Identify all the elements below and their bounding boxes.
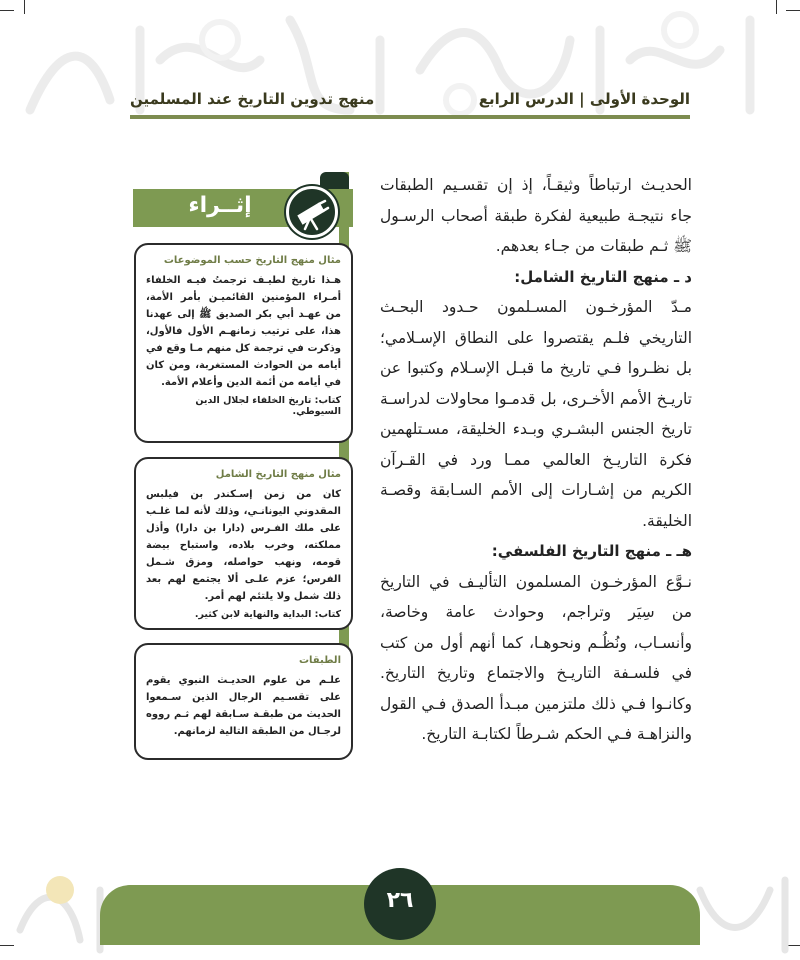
card-body: علـم من علوم الحديـث النبوي يقوم على تقسـيم الرجال الذين سـمعوا الحديث من طبقـة سـابقة لهم ثـم رووه لرجـال من الطبقة التالية لزمانهم. xyxy=(146,675,341,737)
crop-mark xyxy=(776,0,777,14)
card-body: كان من زمن إسـكندر بن فيلبس المقدوني اليونانـي، وذلك لأنه لما غلـب على ملك الفـرس (دارا بن دارا) وأذل مملكته، وخرب بلاده، واستباح بيضة قومه، ونهب حواصله، ومزق شـمل الفرس؛ عزم علـى ألا يجتمع لهم بعد ذلك شمل ولا يلتئم لهم أمر. xyxy=(146,489,341,602)
crop-mark xyxy=(0,10,14,11)
heading-comprehensive-method: د ـ منهج التاريخ الشامل: xyxy=(514,267,692,286)
card-title: مثال منهج التاريخ حسب الموضوعات xyxy=(163,255,341,266)
header-rule xyxy=(130,115,690,119)
card-title: الطبقات xyxy=(298,655,341,666)
paragraph-classes: الحديـث ارتباطاً وثيقـاً، إذ إن تقسـيم الطبقات جاء نتيجـة طبيعية لفكرة طبقة أصحاب الرسـول ﷺ ثـم طبقات من جـاء بعدهم. xyxy=(380,176,692,255)
crop-mark xyxy=(24,0,25,14)
sidebar-card-topics-example xyxy=(134,243,353,443)
sidebar-card-comprehensive-example xyxy=(134,457,353,630)
heading-philosophical-method: هـ ـ منهج التاريخ الفلسفي: xyxy=(491,542,692,560)
page-number: ٢٦ xyxy=(386,888,414,913)
enrichment-badge xyxy=(286,186,338,238)
running-header xyxy=(130,88,690,114)
card-body: هـذا تاريخ لطيـف ترجمتُ فيـه الخلفاء أمـراء المؤمنين القائميـن بأمر الأمة، من عهـد أبي بكر الصديق ﷺ إلى عهدنا هذا، على ترتيب زمانهـم الأول فالأول، وذكرت في ترجمة كل منهم مـا وقع في أيامه من الحوادث المستغربة، ومن كان في أيامه من أئمة الدين وأعلام الأمة. xyxy=(146,275,341,388)
main-text-column xyxy=(380,170,692,750)
lesson-title: منهج تدوين التاريخ عند المسلمين xyxy=(130,90,375,108)
crop-mark xyxy=(786,10,800,11)
card-title: مثال منهج التاريخ الشامل xyxy=(215,469,341,480)
enrichment-label: إثــراء xyxy=(188,193,252,218)
unit-lesson-label: الوحدة الأولى | الدرس الرابع xyxy=(478,90,690,108)
card-source: كتاب: تاريخ الخلفاء لجلال الدين السيوطي. xyxy=(195,395,341,417)
sidebar-card-classes xyxy=(134,643,353,760)
telescope-icon xyxy=(289,189,335,235)
paragraph-philosophical-method: نـوَّع المؤرخـون المسلمون التأليـف في التاريخ من سِيَر وتراجم، وحوادث عامة وخاصة، وأنسـاب، ونُظُـم ونحوهـا، كما أنهم أول من كتب في فلسـفة التاريـخ والاجتماع وتاريخ التاريخ. وكانـوا فـي ذلك ملتزمين مبـدأ الصدق فـي القول والنزاهـة فـي الحكم شـرطاً لكتابـة التاريخ. xyxy=(380,572,692,743)
card-source: كتاب: البداية والنهاية لابن كثير. xyxy=(194,609,341,620)
paragraph-comprehensive-method: مـدّ المؤرخـون المسـلمون حـدود البحـث التاريخي فلـم يقتصروا على النطاق الإسـلامي؛ بل نظـروا فـي تاريخ ما قبـل الإسـلام وكتبوا عن تاريـخ الأمم الأخـرى، بل قدمـوا محاولات لدراسـة تاريخ الجنس البشـري وبـدء الخليقة، مسـتلهمين فكرة التاريـخ العالمي ممـا ورد في القـرآن الكريم من إشـارات إلى الأمم السـابقة وقصـة الخليقة. xyxy=(380,298,692,530)
